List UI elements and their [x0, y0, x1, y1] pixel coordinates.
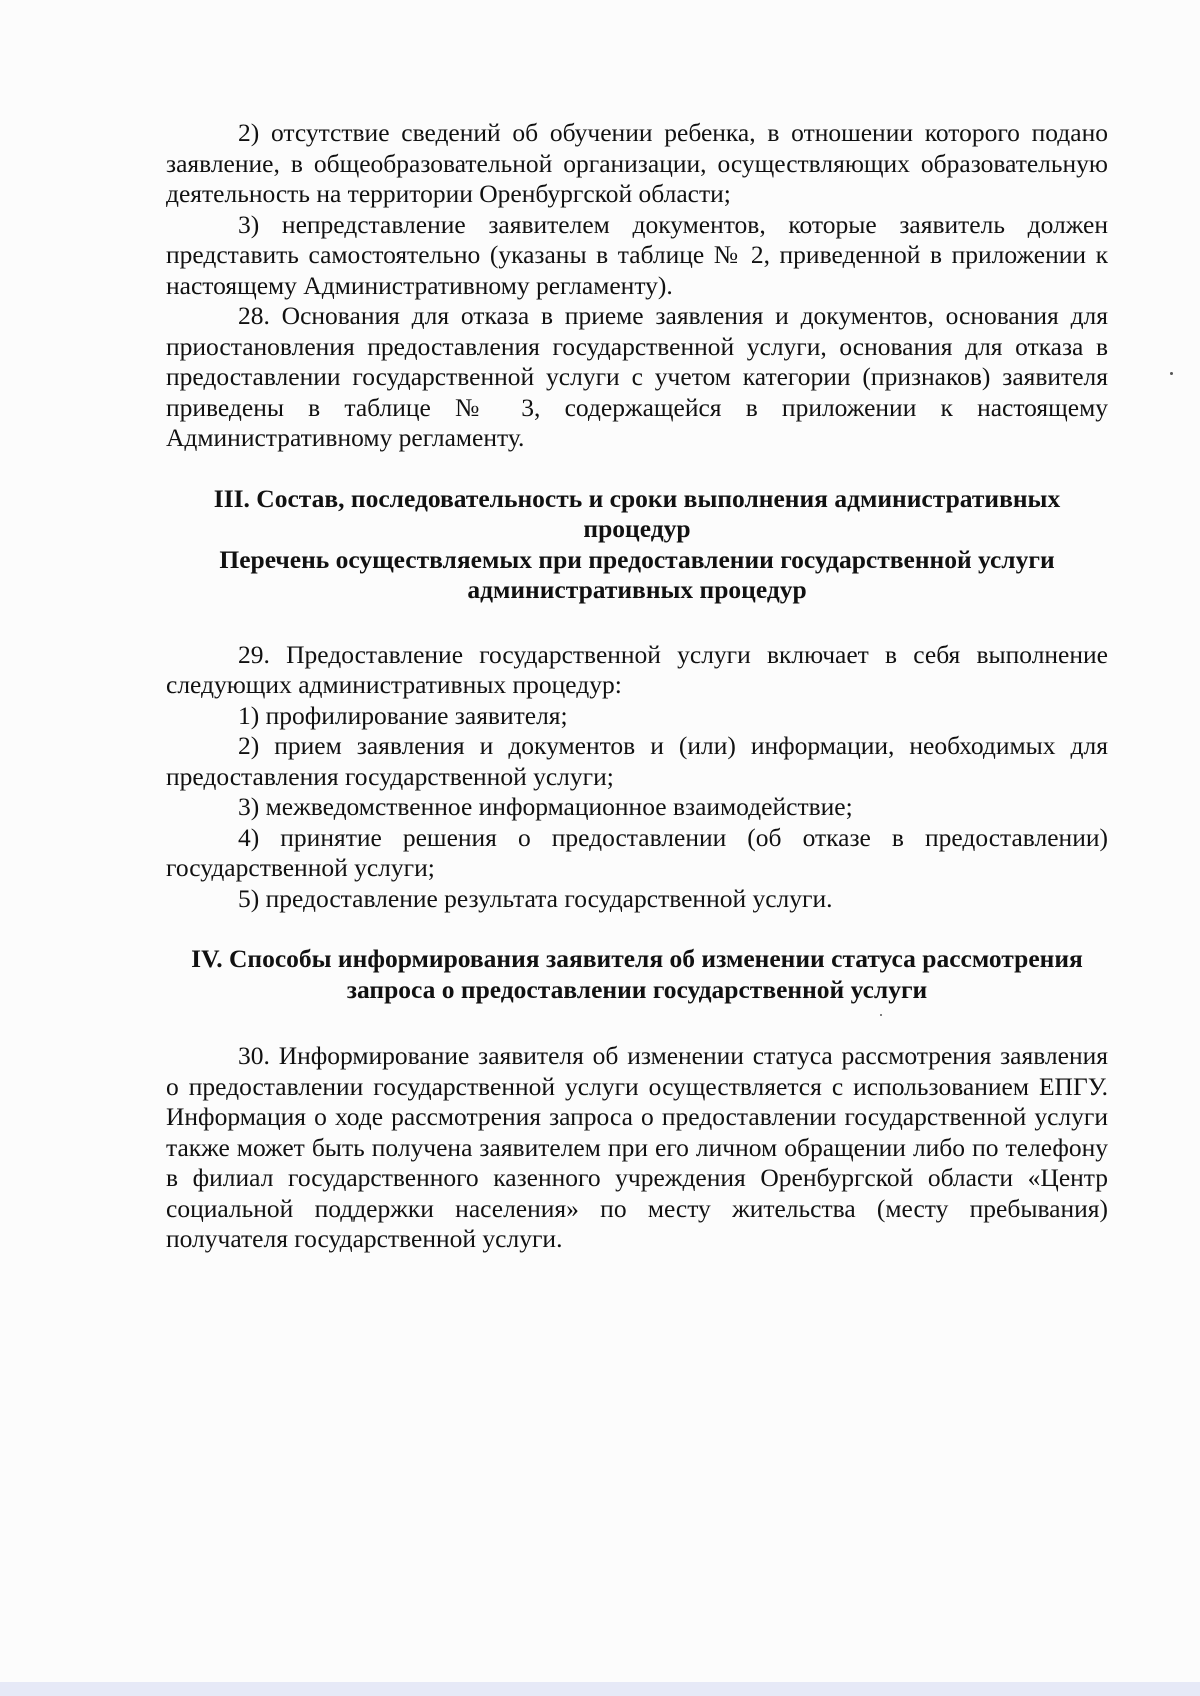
section-3-heading: III. Состав, последовательность и сроки выполнения административных процедур — [213, 483, 1061, 543]
list-item-1: 1) профилирование заявителя; — [238, 700, 568, 730]
scan-speck — [1170, 372, 1173, 375]
section-4-heading: IV. Способы информирования заявителя об изменении статуса рассмотрения запроса о предоставлении государственной услуги — [191, 944, 1083, 1004]
paragraph-30: 30. Информирование заявителя об изменении статуса рассмотрения заявления о предоставлении государственной услуги осуществляется с использованием ЕПГУ. Информация о ходе рассмотрения запроса о предоставлении государственной услуги также может быть получена заявителем при его личном обращении либо по телефону в филиал государственного казенного учреждения Оренбургской области «Центр социальной поддержки населения» по месту жительства (месту пребывания) получателя государственной услуги. — [166, 1041, 1108, 1253]
section-3-subheading: Перечень осуществляемых при предоставлении государственной услуги административных процедур — [219, 544, 1055, 604]
scan-edge-band — [0, 1682, 1200, 1696]
list-item-3: 3) межведомственное информационное взаимодействие; — [238, 792, 853, 821]
list-item-5: 5) предоставление результата государственной услуги. — [238, 883, 833, 913]
paragraph-item-2: 2) отсутствие сведений об обучении ребенка, в отношении которого подано заявление, в общеобразовательной организации, осуществляющих образовательную деятельность на территории Оренбургской области; — [166, 118, 1108, 208]
document-body — [166, 118, 1108, 1255]
paragraph-28: 28. Основания для отказа в приеме заявления и документов, основания для приостановления предоставления государственной услуги, основания для отказа в предоставлении государственной услуги с учетом категории (признаков) заявителя приведены в таблице № 3, содержащейся в приложении к настоящему Административному регламенту. — [166, 301, 1108, 452]
paragraph-29: 29. Предоставление государственной услуги включает в себя выполнение следующих административных процедур: — [166, 639, 1108, 699]
list-item-2: 2) прием заявления и документов и (или) информации, необходимых для предоставления государственной услуги; — [166, 731, 1108, 791]
list-item-4: 4) принятие решения о предоставлении (об отказе в предоставлении) государственной услуги; — [166, 822, 1108, 882]
paragraph-item-3: 3) непредставление заявителем документов, которые заявитель должен представить самостоятельно (указаны в таблице № 2, приведенной в приложении к настоящему Административному регламенту). — [166, 209, 1108, 300]
